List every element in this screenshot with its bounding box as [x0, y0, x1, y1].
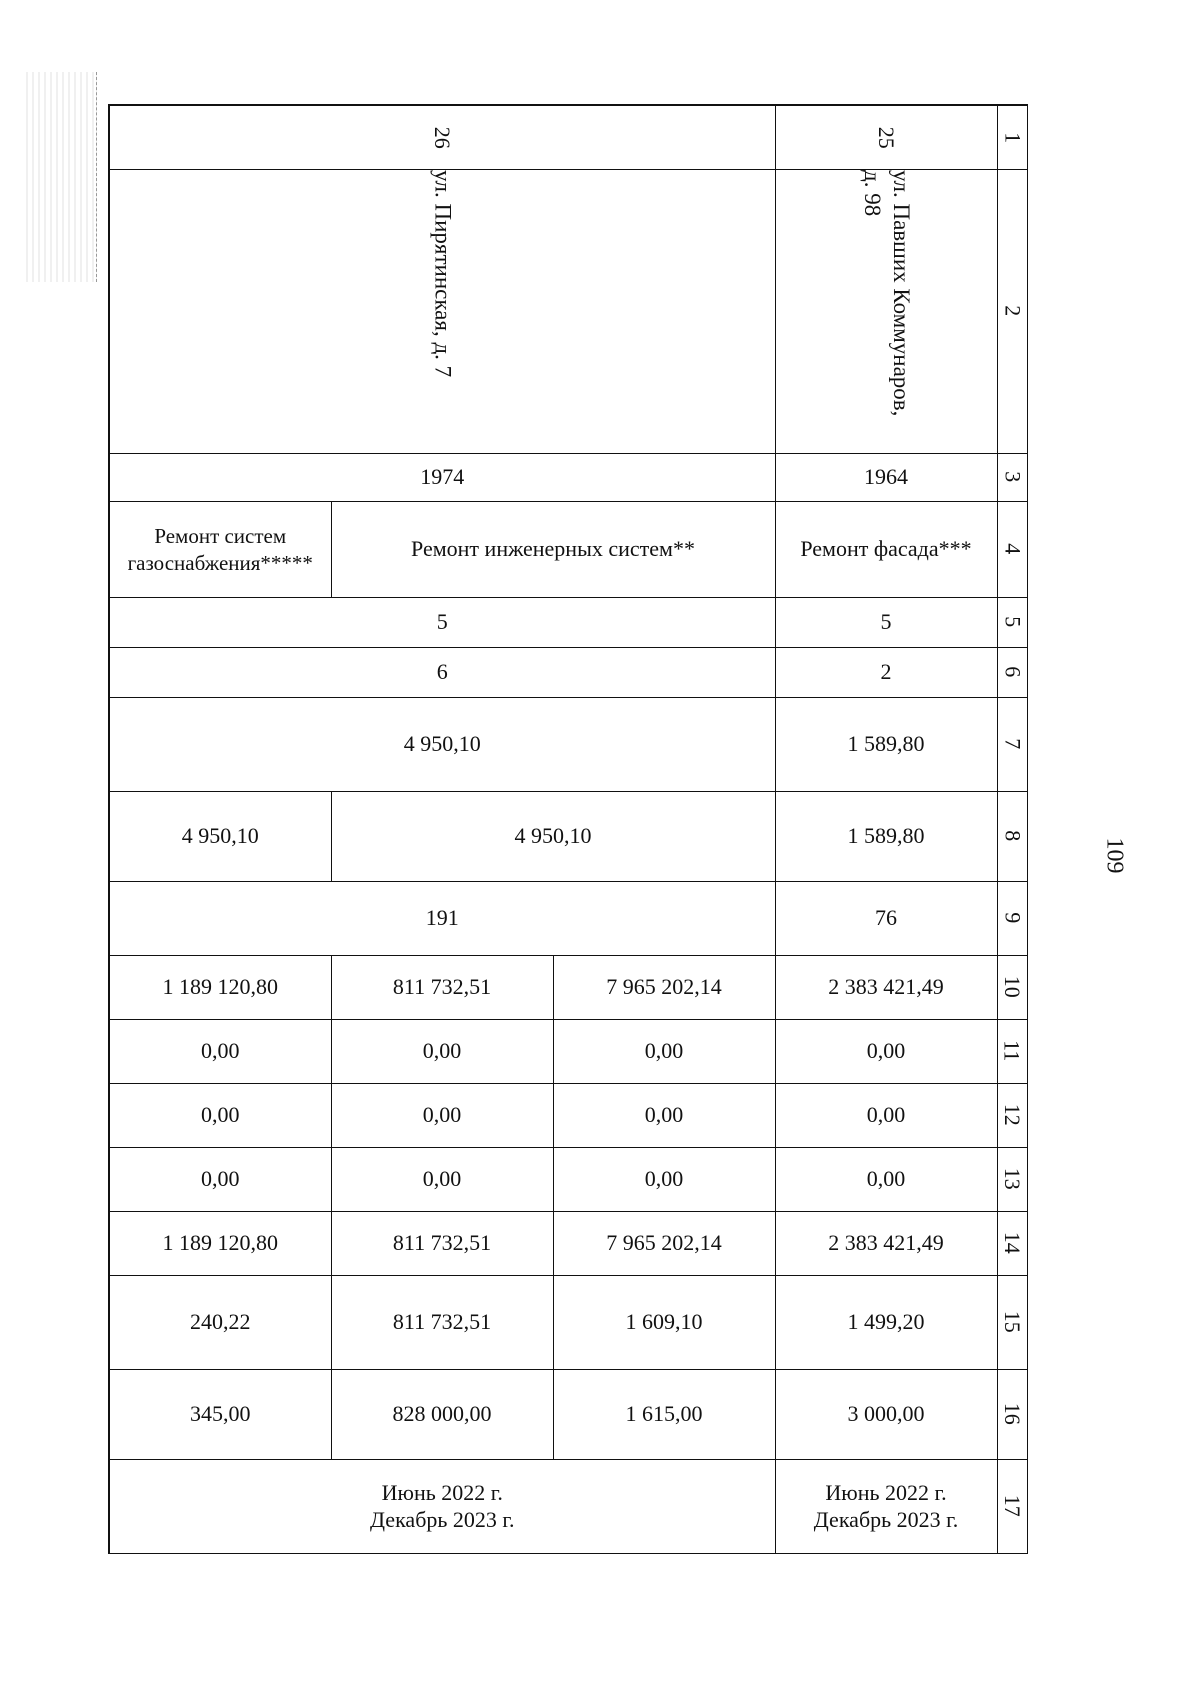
- work-type: Ремонт систем газоснабжения*****: [109, 501, 331, 597]
- row-index: 5: [997, 597, 1027, 647]
- table-row: [109, 597, 1027, 647]
- work-period: Июнь 2022 г. Декабрь 2023 г.: [109, 1459, 775, 1553]
- table-cell: 0,00: [109, 1019, 331, 1083]
- table-cell: 345,00: [109, 1369, 331, 1459]
- row-index: 13: [997, 1147, 1027, 1211]
- row-index: 2: [997, 169, 1027, 453]
- table-cell: 2 383 421,49: [775, 955, 997, 1019]
- table-cell: 7 965 202,14: [553, 955, 775, 1019]
- table-row: [109, 501, 1027, 597]
- table-cell: 0,00: [553, 1083, 775, 1147]
- build-year: 1974: [109, 453, 775, 501]
- table-cell: 1 615,00: [553, 1369, 775, 1459]
- table-cell: 1 189 120,80: [109, 955, 331, 1019]
- row-index: 7: [997, 697, 1027, 791]
- table-cell: 1 189 120,80: [109, 1211, 331, 1275]
- building-address-26: ул. Пирятинская, д. 7: [109, 169, 775, 453]
- table-row: [109, 697, 1027, 791]
- table-cell: 5: [109, 597, 775, 647]
- table-cell: 811 732,51: [331, 955, 553, 1019]
- table-row: [109, 1083, 1027, 1147]
- row-index: 12: [997, 1083, 1027, 1147]
- table-cell: 1 589,80: [775, 697, 997, 791]
- work-period: Июнь 2022 г. Декабрь 2023 г.: [775, 1459, 997, 1553]
- table-cell: 0,00: [109, 1083, 331, 1147]
- table-row: [109, 881, 1027, 955]
- row-index: 17: [997, 1459, 1027, 1553]
- row-index: 10: [997, 955, 1027, 1019]
- table-row: [109, 105, 1027, 169]
- table-cell: 0,00: [775, 1019, 997, 1083]
- table-cell: 0,00: [775, 1083, 997, 1147]
- row-index: 15: [997, 1275, 1027, 1369]
- row-index: 1: [997, 105, 1027, 169]
- table-cell: 0,00: [553, 1019, 775, 1083]
- table-cell: 2 383 421,49: [775, 1211, 997, 1275]
- table-row: [109, 647, 1027, 697]
- table-cell: 0,00: [331, 1083, 553, 1147]
- table-cell: 0,00: [109, 1147, 331, 1211]
- building-address-25: ул. Павших Коммунаров, д. 98: [775, 169, 997, 453]
- table-cell: 4 950,10: [109, 791, 331, 881]
- table-cell: 5: [775, 597, 997, 647]
- row-index: 6: [997, 647, 1027, 697]
- table-cell: 191: [109, 881, 775, 955]
- table-cell: 4 950,10: [109, 697, 775, 791]
- row-index: 14: [997, 1211, 1027, 1275]
- row-index: 9: [997, 881, 1027, 955]
- table-row: [109, 791, 1027, 881]
- work-type: Ремонт фасада***: [775, 501, 997, 597]
- table-row: [109, 1019, 1027, 1083]
- table-row: [109, 169, 1027, 453]
- table-cell: 76: [775, 881, 997, 955]
- register-table: [108, 104, 1028, 1554]
- table-row: [109, 1369, 1027, 1459]
- table-row: [109, 1147, 1027, 1211]
- table-cell: 1 609,10: [553, 1275, 775, 1369]
- build-year: 1964: [775, 453, 997, 501]
- archive-stamp: [26, 72, 97, 282]
- table-cell: 811 732,51: [331, 1275, 553, 1369]
- table-row: [109, 1211, 1027, 1275]
- work-type: Ремонт инженерных систем**: [331, 501, 775, 597]
- table-cell: 1 589,80: [775, 791, 997, 881]
- table-row: [109, 1459, 1027, 1553]
- row-index: 3: [997, 453, 1027, 501]
- table-cell: 828 000,00: [331, 1369, 553, 1459]
- row-index: 8: [997, 791, 1027, 881]
- table-cell: 0,00: [553, 1147, 775, 1211]
- building-number-26: 26: [109, 105, 775, 169]
- table-row: [109, 955, 1027, 1019]
- table-cell: 6: [109, 647, 775, 697]
- table-row: [109, 453, 1027, 501]
- row-index: 4: [997, 501, 1027, 597]
- table-cell: 1 499,20: [775, 1275, 997, 1369]
- table-row: [109, 1275, 1027, 1369]
- table-cell: 3 000,00: [775, 1369, 997, 1459]
- table-cell: 2: [775, 647, 997, 697]
- table-cell: 4 950,10: [331, 791, 775, 881]
- row-index: 16: [997, 1369, 1027, 1459]
- row-index: 11: [997, 1019, 1027, 1083]
- table-cell: 811 732,51: [331, 1211, 553, 1275]
- table-cell: 0,00: [331, 1019, 553, 1083]
- table-cell: 7 965 202,14: [553, 1211, 775, 1275]
- page-number: 109: [1101, 837, 1128, 874]
- table-cell: 0,00: [775, 1147, 997, 1211]
- building-number-25: 25: [775, 105, 997, 169]
- table-cell: 0,00: [331, 1147, 553, 1211]
- table-cell: 240,22: [109, 1275, 331, 1369]
